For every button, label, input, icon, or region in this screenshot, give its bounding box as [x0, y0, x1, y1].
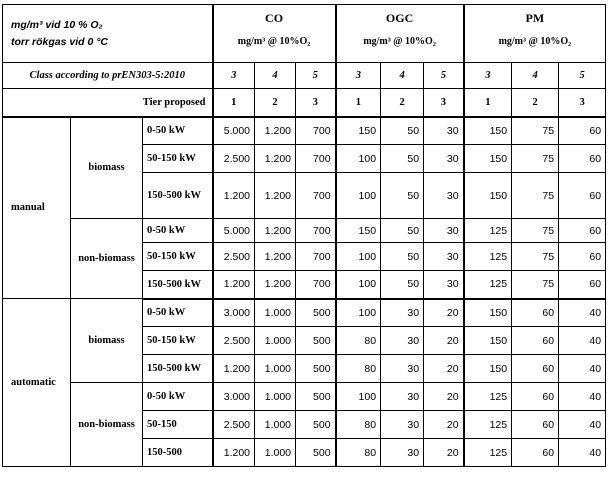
value-cell: 3.000 [213, 299, 255, 327]
value-cell: 50 [381, 219, 424, 243]
value-cell: 60 [512, 299, 559, 327]
value-cell: 75 [512, 271, 559, 299]
value-cell: 5.000 [213, 117, 255, 145]
value-cell: 2.500 [213, 145, 255, 173]
class-label: Class according to prEN303-5:2010 [3, 63, 213, 89]
value-cell: 1.200 [255, 117, 296, 145]
value-cell: 60 [559, 219, 606, 243]
table-row [3, 383, 606, 411]
value-cell: 50 [381, 145, 424, 173]
value-cell: 500 [296, 327, 336, 355]
range-cell: 50-150 kW [143, 327, 213, 355]
range-cell: 50-150 kW [143, 145, 213, 173]
value-cell: 60 [512, 355, 559, 383]
value-cell: 700 [296, 243, 336, 271]
value-cell: 60 [512, 411, 559, 439]
emission-limits-table [2, 4, 606, 467]
unit-note [3, 5, 213, 63]
value-cell: 100 [336, 243, 381, 271]
range-cell: 0-50 kW [143, 117, 213, 145]
tier-label: Tier proposed [3, 89, 213, 117]
value-cell: 100 [336, 271, 381, 299]
tier-value: 2 [512, 89, 559, 117]
value-cell: 1.200 [255, 219, 296, 243]
value-cell: 150 [464, 145, 512, 173]
value-cell: 80 [336, 439, 381, 467]
value-cell: 80 [336, 411, 381, 439]
value-cell: 30 [424, 271, 464, 299]
value-cell: 80 [336, 327, 381, 355]
value-cell: 2.500 [213, 327, 255, 355]
table-row [3, 219, 606, 243]
range-cell: 50-150 [143, 411, 213, 439]
value-cell: 700 [296, 219, 336, 243]
value-cell: 75 [512, 145, 559, 173]
value-cell: 1.000 [255, 355, 296, 383]
value-cell: 1.000 [255, 439, 296, 467]
value-cell: 60 [559, 243, 606, 271]
class-value: 5 [296, 63, 336, 89]
value-cell: 30 [424, 219, 464, 243]
fuel-type: non-biomass [71, 219, 143, 299]
value-cell: 60 [512, 327, 559, 355]
class-value: 3 [213, 63, 255, 89]
value-cell: 1.200 [255, 243, 296, 271]
value-cell: 20 [424, 439, 464, 467]
value-cell: 80 [336, 355, 381, 383]
class-value: 3 [464, 63, 512, 89]
tier-value: 3 [424, 89, 464, 117]
group-title: PM [525, 11, 545, 25]
range-cell: 150-500 kW [143, 271, 213, 299]
value-cell: 1.200 [213, 439, 255, 467]
value-cell: 1.000 [255, 411, 296, 439]
value-cell: 500 [296, 411, 336, 439]
value-cell: 40 [559, 355, 606, 383]
range-cell: 0-50 kW [143, 219, 213, 243]
group-header-ogc [336, 5, 464, 63]
value-cell: 50 [381, 117, 424, 145]
value-cell: 30 [381, 327, 424, 355]
value-cell: 30 [424, 243, 464, 271]
range-cell: 50-150 kW [143, 243, 213, 271]
value-cell: 40 [559, 299, 606, 327]
value-cell: 60 [559, 145, 606, 173]
unit-note-line1: mg/m³ vid 10 % O₂ [11, 18, 103, 31]
value-cell: 125 [464, 271, 512, 299]
value-cell: 700 [296, 173, 336, 219]
value-cell: 1.000 [255, 383, 296, 411]
value-cell: 60 [559, 117, 606, 145]
value-cell: 150 [464, 117, 512, 145]
value-cell: 100 [336, 299, 381, 327]
fuel-type: biomass [71, 117, 143, 219]
value-cell: 20 [424, 299, 464, 327]
group-title: OGC [385, 11, 414, 25]
value-cell: 60 [512, 383, 559, 411]
value-cell: 50 [381, 243, 424, 271]
class-value: 5 [559, 63, 606, 89]
value-cell: 150 [464, 173, 512, 219]
value-cell: 75 [512, 243, 559, 271]
group-header-pm [464, 5, 606, 63]
value-cell: 150 [336, 219, 381, 243]
value-cell: 40 [559, 327, 606, 355]
value-cell: 60 [559, 271, 606, 299]
tier-row [3, 89, 606, 117]
group-header-co [213, 5, 336, 63]
header-group-row [3, 5, 606, 63]
value-cell: 1.200 [255, 173, 296, 219]
value-cell: 2.500 [213, 411, 255, 439]
class-row [3, 63, 606, 89]
table-row [3, 299, 606, 327]
value-cell: 40 [559, 411, 606, 439]
value-cell: 1.200 [255, 145, 296, 173]
value-cell: 100 [336, 173, 381, 219]
value-cell: 100 [336, 145, 381, 173]
group-unit: mg/m³ @ 10%O₂ [237, 36, 311, 47]
value-cell: 700 [296, 145, 336, 173]
unit-note-line2: torr rökgas vid 0 °C [11, 35, 108, 48]
class-value: 5 [424, 63, 464, 89]
value-cell: 1.200 [213, 355, 255, 383]
value-cell: 30 [424, 173, 464, 219]
value-cell: 125 [464, 439, 512, 467]
value-cell: 30 [424, 145, 464, 173]
value-cell: 150 [464, 355, 512, 383]
class-value: 4 [255, 63, 296, 89]
fuel-type: biomass [71, 299, 143, 383]
tier-value: 2 [255, 89, 296, 117]
value-cell: 30 [381, 411, 424, 439]
value-cell: 125 [464, 243, 512, 271]
value-cell: 20 [424, 355, 464, 383]
value-cell: 1.200 [213, 271, 255, 299]
value-cell: 30 [381, 299, 424, 327]
tier-value: 3 [559, 89, 606, 117]
range-cell: 150-500 [143, 439, 213, 467]
value-cell: 1.200 [255, 271, 296, 299]
value-cell: 125 [464, 411, 512, 439]
value-cell: 700 [296, 117, 336, 145]
range-cell: 150-500 kW [143, 355, 213, 383]
value-cell: 700 [296, 271, 336, 299]
value-cell: 125 [464, 383, 512, 411]
value-cell: 30 [381, 383, 424, 411]
table-row [3, 117, 606, 145]
feed-type-automatic: automatic [3, 299, 71, 467]
value-cell: 75 [512, 173, 559, 219]
value-cell: 60 [512, 439, 559, 467]
value-cell: 20 [424, 411, 464, 439]
value-cell: 40 [559, 439, 606, 467]
value-cell: 75 [512, 117, 559, 145]
value-cell: 500 [296, 355, 336, 383]
fuel-type: non-biomass [71, 383, 143, 467]
value-cell: 30 [424, 117, 464, 145]
value-cell: 125 [464, 219, 512, 243]
value-cell: 150 [336, 117, 381, 145]
value-cell: 5.000 [213, 219, 255, 243]
feed-type-manual: manual [3, 117, 71, 299]
tier-value: 2 [381, 89, 424, 117]
value-cell: 50 [381, 173, 424, 219]
value-cell: 30 [381, 439, 424, 467]
value-cell: 100 [336, 383, 381, 411]
tier-value: 1 [213, 89, 255, 117]
tier-value: 3 [296, 89, 336, 117]
value-cell: 150 [464, 299, 512, 327]
value-cell: 30 [381, 355, 424, 383]
value-cell: 500 [296, 299, 336, 327]
value-cell: 500 [296, 383, 336, 411]
group-unit: mg/m³ @ 10%O₂ [498, 36, 572, 47]
class-value: 4 [512, 63, 559, 89]
tier-value: 1 [464, 89, 512, 117]
group-title: CO [265, 11, 284, 25]
value-cell: 1.000 [255, 327, 296, 355]
value-cell: 20 [424, 327, 464, 355]
class-value: 4 [381, 63, 424, 89]
value-cell: 2.500 [213, 243, 255, 271]
value-cell: 75 [512, 219, 559, 243]
range-cell: 0-50 kW [143, 299, 213, 327]
value-cell: 150 [464, 327, 512, 355]
tier-value: 1 [336, 89, 381, 117]
range-cell: 0-50 kW [143, 383, 213, 411]
value-cell: 20 [424, 383, 464, 411]
value-cell: 40 [559, 383, 606, 411]
value-cell: 1.200 [213, 173, 255, 219]
group-unit: mg/m³ @ 10%O₂ [363, 36, 436, 47]
value-cell: 3.000 [213, 383, 255, 411]
range-cell: 150-500 kW [143, 173, 213, 219]
value-cell: 60 [559, 173, 606, 219]
value-cell: 1.000 [255, 299, 296, 327]
value-cell: 50 [381, 271, 424, 299]
value-cell: 500 [296, 439, 336, 467]
class-value: 3 [336, 63, 381, 89]
